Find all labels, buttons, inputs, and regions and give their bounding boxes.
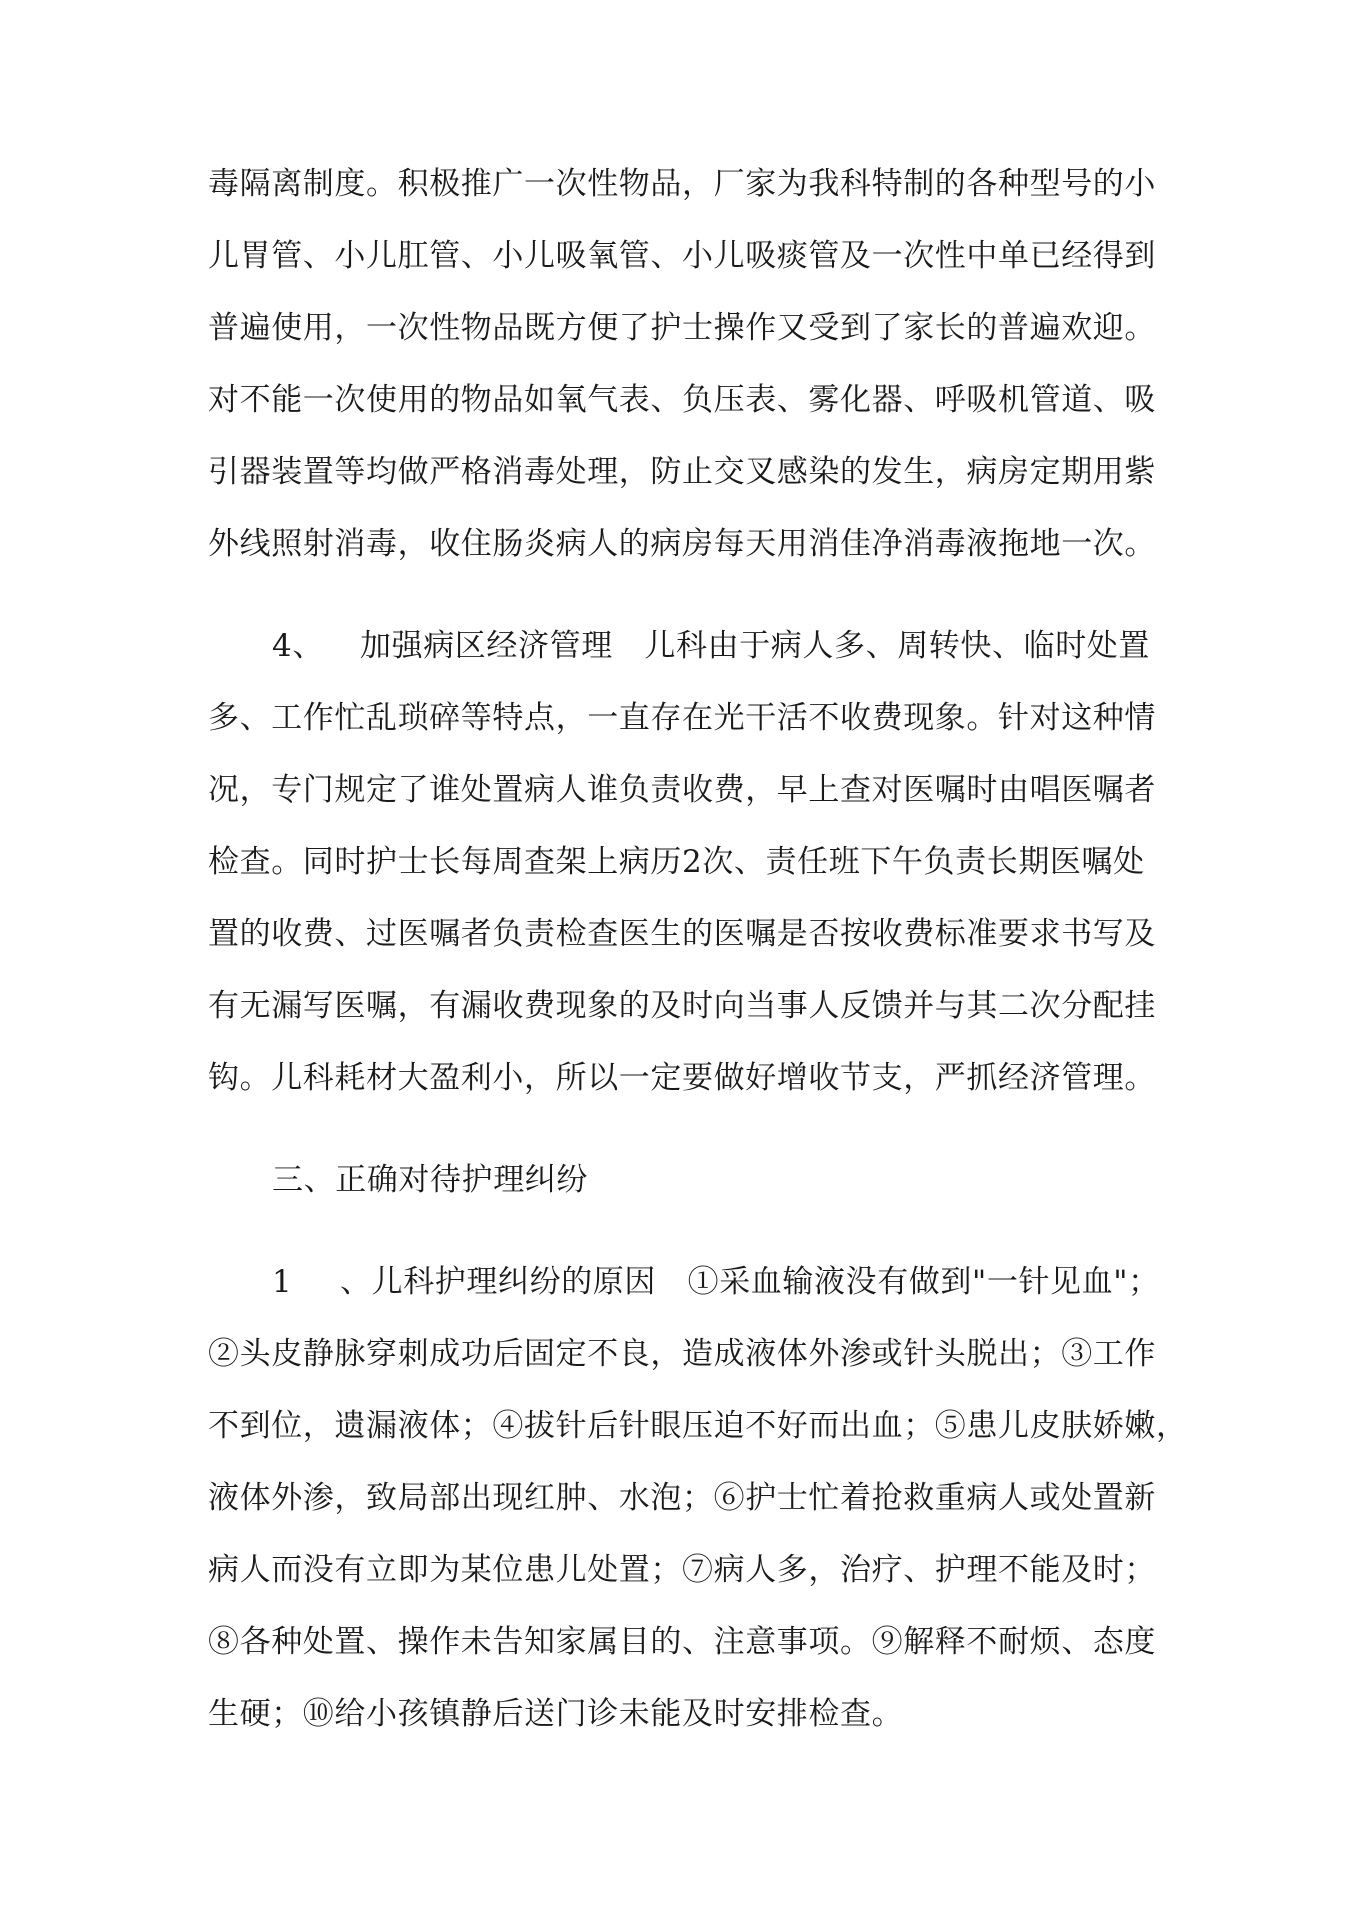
item-number: 4、 <box>272 628 324 664</box>
paragraph-economic-management <box>208 610 1178 1114</box>
text-line: 病人而没有立即为某位患儿处置；⑦病人多，治疗、护理不能及时； <box>208 1552 1156 1588</box>
text-line: 有无漏写医嘱，有漏收费现象的及时向当事人反馈并与其二次分配挂 <box>208 988 1156 1024</box>
text-line: ⑧各种处置、操作未告知家属目的、注意事项。⑨解释不耐烦、态度 <box>208 1624 1156 1660</box>
text-line: 况，专门规定了谁处置病人谁负责收费，早上查对医嘱时由唱医嘱者 <box>208 772 1156 808</box>
section-heading: 三、正确对待护理纠纷 <box>272 1162 588 1198</box>
text-line: 对不能一次使用的物品如氧气表、负压表、雾化器、呼吸机管道、吸 <box>208 382 1156 418</box>
paragraph-first-line <box>208 610 1178 682</box>
item-number: 1 <box>272 1264 293 1300</box>
text-line: 不到位，遗漏液体；④拔针后针眼压迫不好而出血；⑤患儿皮肤娇嫩， <box>208 1408 1188 1444</box>
text-line: 毒隔离制度。积极推广一次性物品，厂家为我科特制的各种型号的小 <box>208 166 1156 202</box>
text-line: 普遍使用，一次性物品既方便了护士操作又受到了家长的普遍欢迎。 <box>208 310 1156 346</box>
text-line: 外线照射消毒，收住肠炎病人的病房每天用消佳净消毒液拖地一次。 <box>208 526 1156 562</box>
paragraph-disinfection <box>208 148 1178 580</box>
paragraph-first-line <box>208 1246 1178 1318</box>
text-line: 引器装置等均做严格消毒处理，防止交叉感染的发生，病房定期用紫 <box>208 454 1156 490</box>
text-line: 液体外渗，致局部出现红肿、水泡；⑥护士忙着抢救重病人或处置新 <box>208 1480 1156 1516</box>
item-text: 、儿科护理纠纷的原因 ①采血输液没有做到"一针见血"； <box>340 1264 1160 1300</box>
text-line: 钩。儿科耗材大盈利小，所以一定要做好增收节支，严抓经济管理。 <box>208 1060 1156 1096</box>
text-line: 多、工作忙乱琐碎等特点，一直存在光干活不收费现象。针对这种情 <box>208 700 1156 736</box>
text-line: 置的收费、过医嘱者负责检查医生的医嘱是否按收费标准要求书写及 <box>208 916 1156 952</box>
text-line: 检查。同时护士长每周查架上病历2次、责任班下午负责长期医嘱处 <box>208 844 1145 880</box>
text-line: ②头皮静脉穿刺成功后固定不良，造成液体外渗或针头脱出；③工作 <box>208 1336 1156 1372</box>
text-line: 儿胃管、小儿肛管、小儿吸氧管、小儿吸痰管及一次性中单已经得到 <box>208 238 1156 274</box>
document-body <box>208 148 1188 1750</box>
item-text: 加强病区经济管理 儿科由于病人多、周转快、临时处置 <box>360 628 1150 664</box>
paragraph-nursing-disputes <box>208 1246 1188 1750</box>
text-line: 生硬；⑩给小孩镇静后送门诊未能及时安排检查。 <box>208 1696 904 1732</box>
